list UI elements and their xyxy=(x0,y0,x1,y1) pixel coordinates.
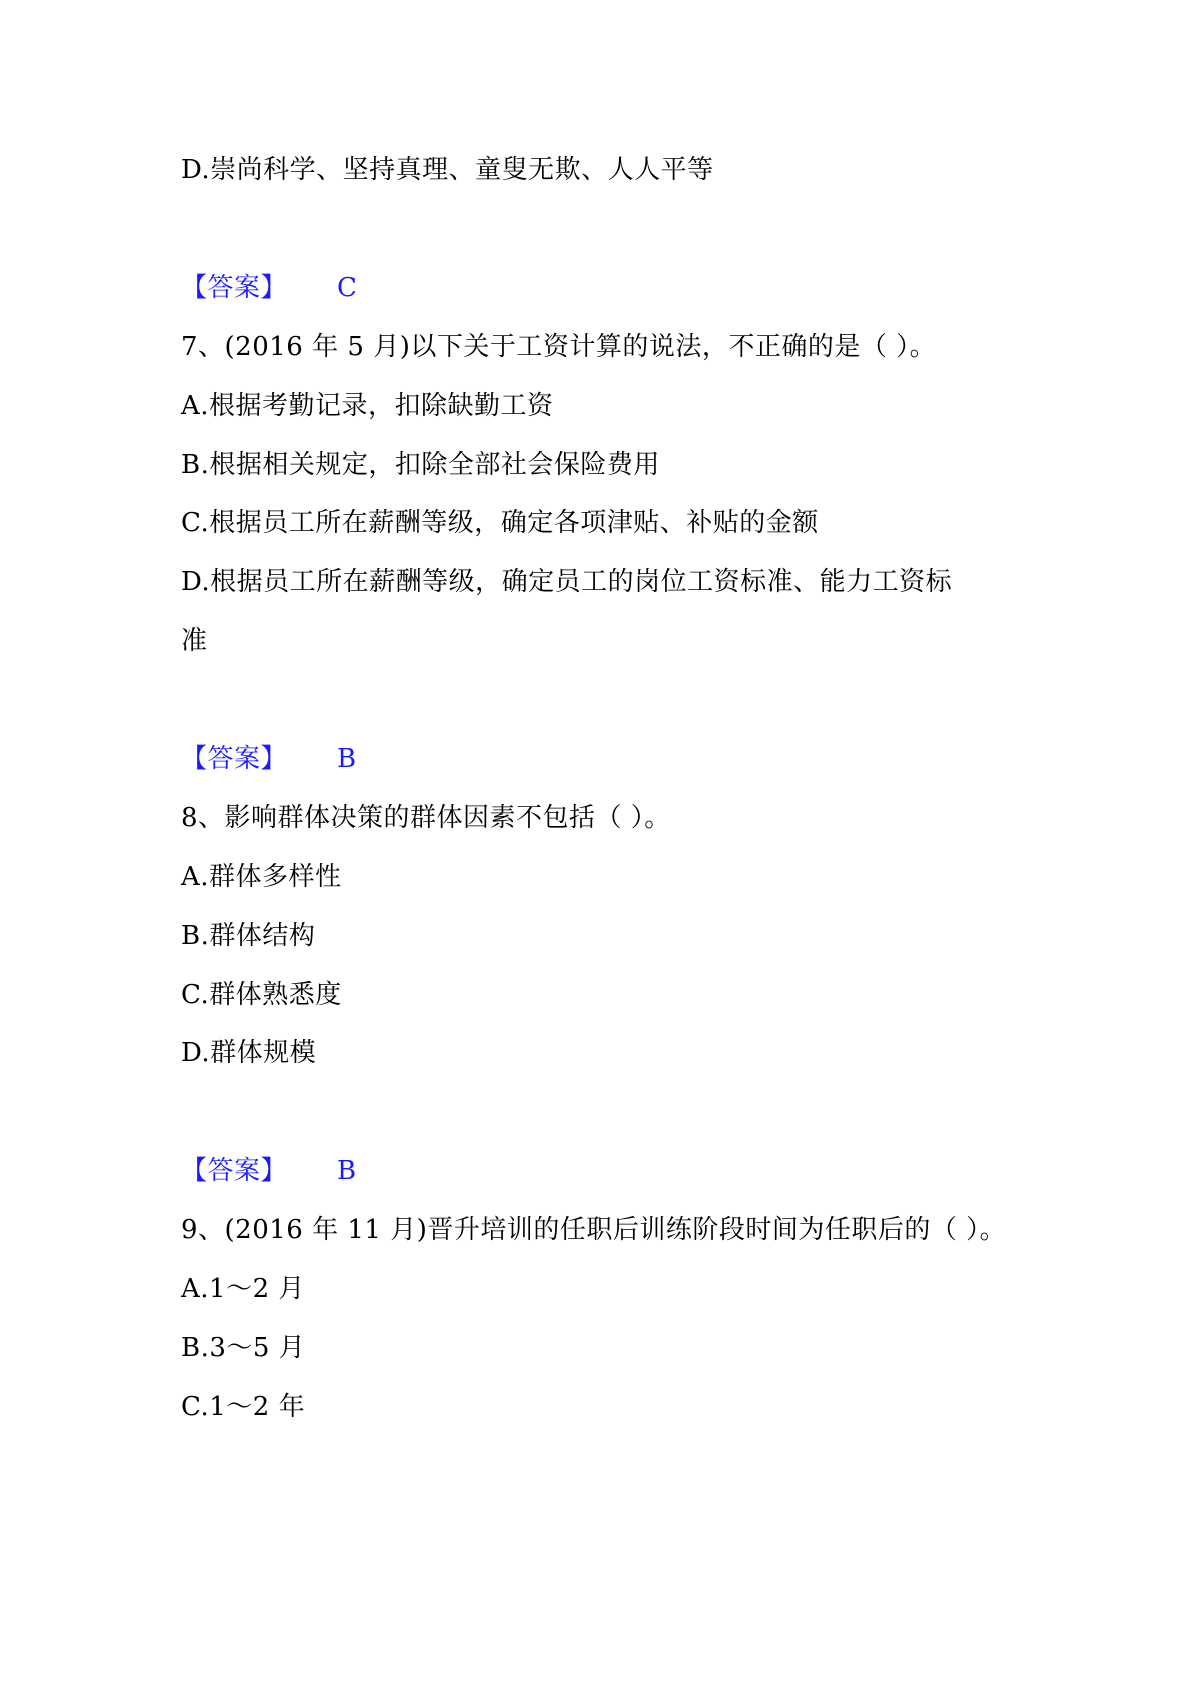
answer-value: C xyxy=(337,273,358,303)
q9-stem: 9、(2016 年 11 月)晋升培训的任职后训练阶段时间为任职后的（ ）。 xyxy=(181,1215,1007,1245)
q8-option-c: C.群体熟悉度 xyxy=(181,980,342,1010)
q7-option-b: B.根据相关规定，扣除全部社会保险费用 xyxy=(181,450,660,480)
answer-label: 【答案】 xyxy=(181,744,288,774)
q8-option-a: A.群体多样性 xyxy=(181,862,342,892)
q6-option-d: D.崇尚科学、坚持真理、童叟无欺、人人平等 xyxy=(181,155,714,185)
answer-value: B xyxy=(337,744,357,774)
q7-option-c: C.根据员工所在薪酬等级，确定各项津贴、补贴的金额 xyxy=(181,508,819,538)
q9-option-c: C.1～2 年 xyxy=(181,1392,306,1422)
q8-answer xyxy=(181,1155,357,1187)
q7-option-a: A.根据考勤记录，扣除缺勤工资 xyxy=(181,391,554,421)
q7-answer xyxy=(181,743,357,775)
q7-stem: 7、(2016 年 5 月)以下关于工资计算的说法，不正确的是（ ）。 xyxy=(181,332,937,362)
q9-option-b: B.3～5 月 xyxy=(181,1333,306,1363)
answer-label: 【答案】 xyxy=(181,273,288,303)
q7-option-d-line2: 准 xyxy=(181,626,208,656)
q8-stem: 8、影响群体决策的群体因素不包括（ ）。 xyxy=(181,803,671,833)
answer-value: B xyxy=(337,1156,357,1186)
answer-label: 【答案】 xyxy=(181,1156,288,1186)
q7-option-d-line1: D.根据员工所在薪酬等级，确定员工的岗位工资标准、能力工资标 xyxy=(181,567,953,597)
q9-option-a: A.1～2 月 xyxy=(181,1274,305,1304)
q8-option-b: B.群体结构 xyxy=(181,921,316,951)
q6-answer xyxy=(181,272,357,304)
q8-option-d: D.群体规模 xyxy=(181,1038,317,1068)
